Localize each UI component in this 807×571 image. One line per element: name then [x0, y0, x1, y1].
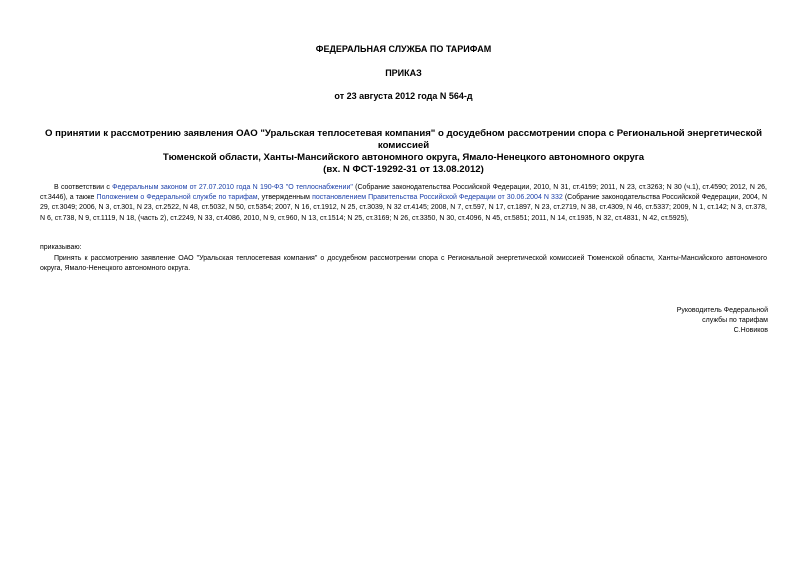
signature-position: Руководитель Федеральной	[676, 307, 768, 314]
document-date: от 23 августа 2012 года N 564-д	[334, 91, 473, 101]
regulation-link[interactable]: Положением о Федеральной службе по тарифам	[96, 194, 258, 202]
federal-law-link[interactable]: Федеральным законом от 27.07.2010 года N 190-ФЗ "О теплоснабжении"	[112, 184, 353, 191]
decree-word: приказываю:	[40, 244, 82, 251]
document-type: ПРИКАЗ	[385, 68, 422, 78]
document-subject	[40, 128, 767, 176]
subject-line: Тюменской области, Ханты-Мансийского автономного округа, Ямало-Ненецкого автономного округа	[162, 152, 645, 163]
signature-position: службы по тарифам	[702, 317, 768, 325]
preamble-paragraph	[40, 183, 767, 224]
preamble-text: (Собрание законодательства Российской Федерации, 2010, N 31, ст.4159; 2011, N 23, ст.3263; N 30 (ч.1), ст.4590; 2012, N 26, ст.3446), а также	[40, 184, 767, 202]
preamble-text: (Собрание законодательства Российской Федерации, 2004, N 29, ст.3049; 2006, N 3, ст.301, N 23, ст.2522, N 48, ст.5032, N 50, ст.5354; 2007, N 16, ст.1912, N 25, ст.3039, N 32 ст.4145; 2008, N 7, ст.597, N 17, ст.1897, N 23, ст.2719, N 38, ст.4309, N 46, ст.5337; 2009, N 1, ст.142; N 3, ст.378, N 6, ст.738, N 9, ст.1119, N 18, (часть 2), ст.2249, N 33, ст.4086, 2010, N 9, ст.960, N 13, ст.1514; N 25, ст.3169; N 26, ст.3350, N 30, ст.4096, N 45, ст.5851; 2011, N 14, ст.1935, N 32, ст.4831, N 42, ст.5925),	[40, 194, 767, 222]
subject-line: О принятии к рассмотрению заявления ОАО "Уральская теплосетевая компания" о досудебном рассмотрении спора с Региональной энергетической комиссией	[44, 128, 763, 151]
signature-block	[568, 306, 768, 337]
preamble-text: В соответствии с	[54, 184, 113, 191]
subject-line: (вх. N ФСТ-19292-31 от 13.08.2012)	[323, 164, 484, 175]
preamble-text: , утвержденным	[257, 194, 313, 202]
signature-name: С.Новиков	[733, 327, 768, 335]
government-decree-link[interactable]: постановлением Правительства Российской Федерации от 30.06.2004 N 332	[312, 194, 563, 202]
order-paragraph: Принять к рассмотрению заявление ОАО "Уральская теплосетевая компания" о досудебном рассмотрении спора с Региональной энергетической комиссией Тюменской области, Ханты-Мансийского автономного округа, Ямало-Ненецкого автономного округа.	[40, 255, 767, 273]
organization-title: ФЕДЕРАЛЬНАЯ СЛУЖБА ПО ТАРИФАМ	[315, 44, 492, 54]
